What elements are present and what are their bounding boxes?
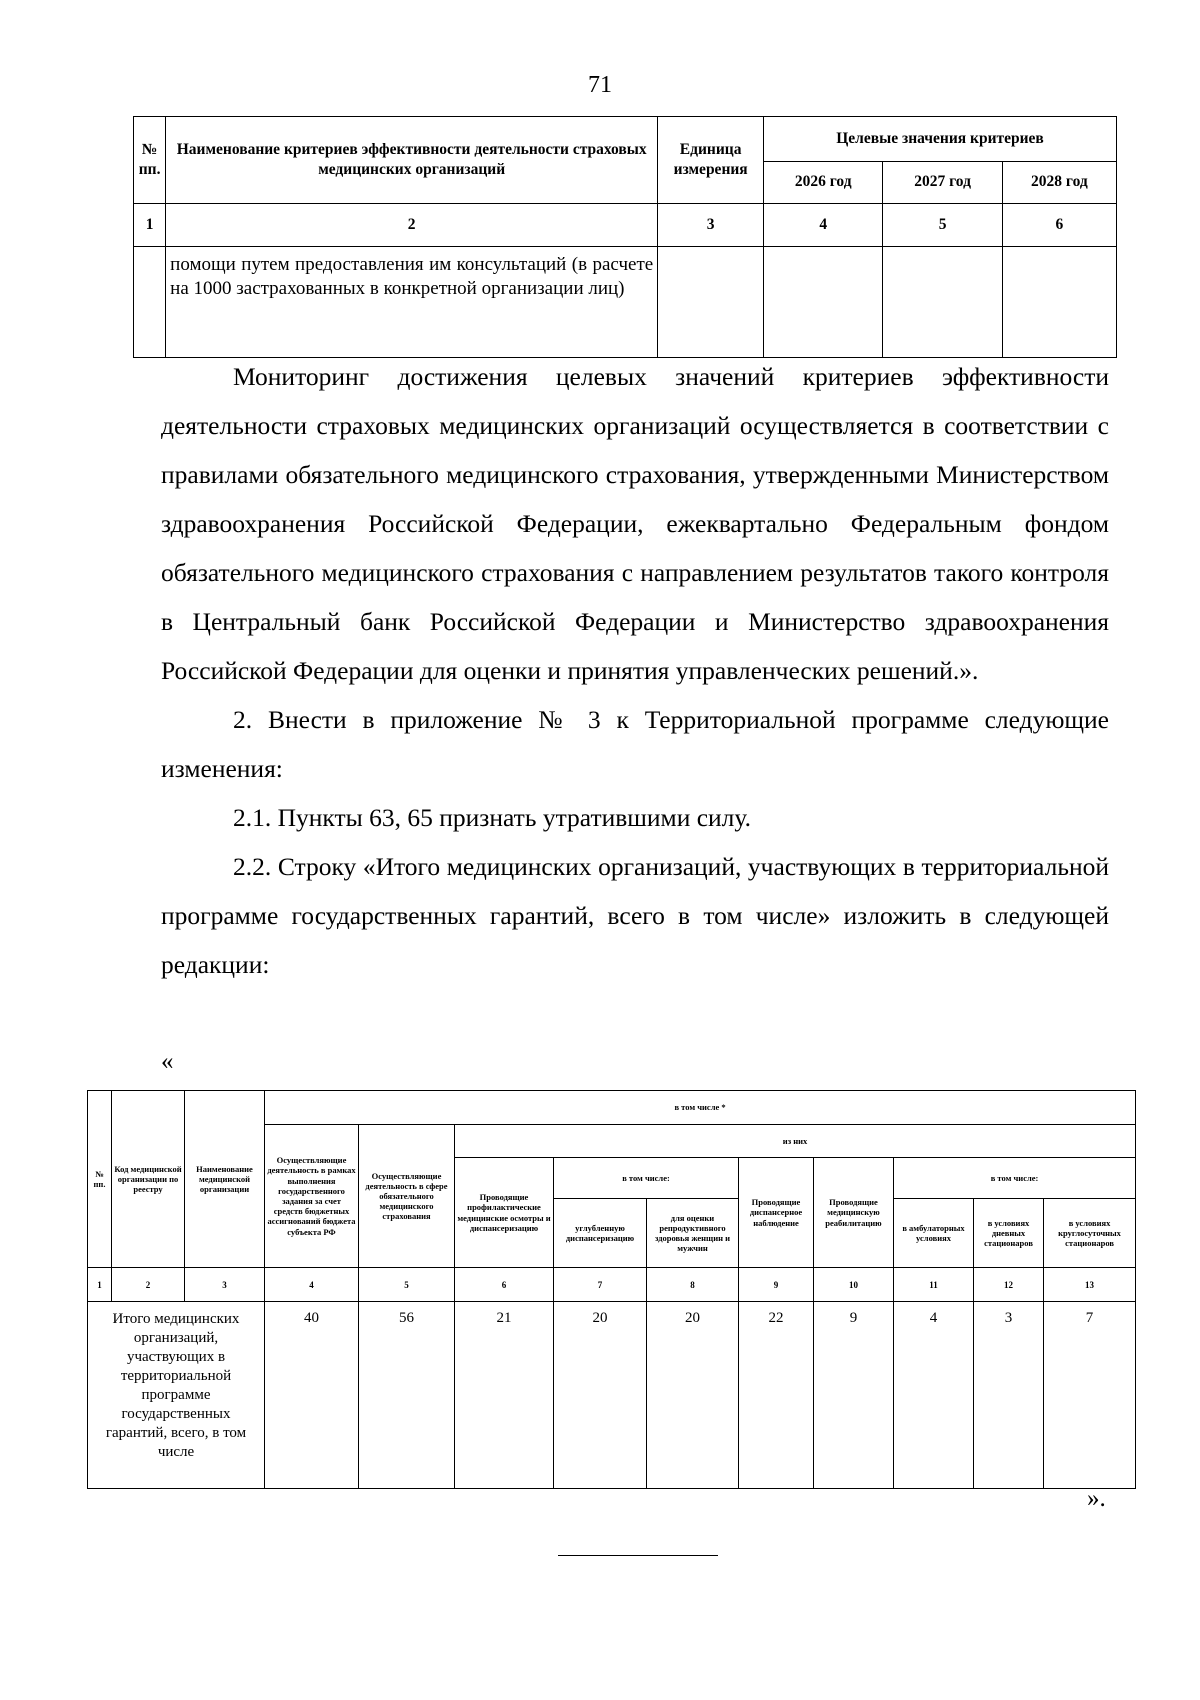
- t2-col-number: 7: [554, 1268, 647, 1302]
- t2-col-number: 6: [455, 1268, 554, 1302]
- t1-col-number: 1: [134, 204, 166, 247]
- t2-header-rf-subject: Осуществляющие деятельность в рамках выполнения государственного задания за счет средств бюджетных ассигнований бюджета субъекта РФ: [265, 1125, 359, 1268]
- t2-col-number: 9: [739, 1268, 814, 1302]
- t2-header-in-depth: углубленную диспансеризацию: [554, 1199, 647, 1268]
- t1-header-targets: Целевые значения критериев: [764, 117, 1117, 162]
- t1-col-number: 5: [883, 204, 1002, 247]
- organizations-table: [87, 1090, 1136, 1489]
- t2-col-number: 5: [359, 1268, 455, 1302]
- paragraph-item-2: 2. Внести в приложение № 3 к Территориальной программе следующие изменения:: [161, 705, 1109, 783]
- open-quote: «: [161, 1048, 174, 1075]
- t1-row-2026: [764, 247, 883, 358]
- t1-row-text: помощи путем предоставления им консультаций (в расчете на 1000 застрахованных в конкретной организации лиц): [166, 247, 658, 358]
- t2-total-row: [88, 1302, 1136, 1489]
- t1-row: [134, 247, 1117, 358]
- t2-col-number: 10: [814, 1268, 894, 1302]
- t2-header-rehab-incl: в том числе:: [894, 1158, 1136, 1199]
- t1-row-unit: [658, 247, 764, 358]
- t2-header-reproductive: для оценки репродуктивного здоровья женщин и мужчин: [647, 1199, 739, 1268]
- t1-header-name: Наименование критериев эффективности деятельности страховых медицинских организаций: [166, 117, 658, 204]
- t2-col-number: 12: [974, 1268, 1044, 1302]
- t2-total-value: 9: [814, 1302, 894, 1489]
- t2-col-number: 11: [894, 1268, 974, 1302]
- t2-header-prophylactic: Проводящие профилактические медицинские осмотры и диспансеризацию: [455, 1158, 554, 1268]
- t2-total-value: 7: [1044, 1302, 1136, 1489]
- criteria-table: [133, 116, 1117, 358]
- t2-header-name: Наименование медицинской организации: [185, 1091, 265, 1268]
- t1-header-num: № пп.: [134, 117, 166, 204]
- t2-total-value: 3: [974, 1302, 1044, 1489]
- t2-total-value: 21: [455, 1302, 554, 1489]
- t2-header-num: № пп.: [88, 1091, 112, 1268]
- t1-col-number: 3: [658, 204, 764, 247]
- t2-header-rehab: Проводящие медицинскую реабилитацию: [814, 1158, 894, 1268]
- paragraph-item-2-2: 2.2. Строку «Итого медицинских организаций, участвующих в территориальной программе государственных гарантий, всего в том числе» изложить в следующей редакции:: [161, 852, 1109, 979]
- t2-header-ambulatory: в амбулаторных условиях: [894, 1199, 974, 1268]
- t2-total-value: 40: [265, 1302, 359, 1489]
- footer-rule: [558, 1555, 718, 1556]
- t1-col-number: 4: [764, 204, 883, 247]
- t2-total-value: 22: [739, 1302, 814, 1489]
- t2-total-value: 20: [647, 1302, 739, 1489]
- t2-total-value: 20: [554, 1302, 647, 1489]
- t1-row-2028: [1002, 247, 1116, 358]
- t2-col-number: 13: [1044, 1268, 1136, 1302]
- t2-total-value: 4: [894, 1302, 974, 1489]
- t2-total-label: Итого медицинских организаций, участвующих в территориальной программе государственных гарантий, всего, в том числе: [88, 1302, 265, 1489]
- close-quote: ».: [1087, 1485, 1106, 1512]
- t2-header-code: Код медицинской организации по реестру: [112, 1091, 185, 1268]
- t2-header-of-them: из них: [455, 1125, 1136, 1158]
- t1-header-unit: Единица измерения: [658, 117, 764, 204]
- t2-total-value: 56: [359, 1302, 455, 1489]
- t1-header-year-2028: 2028 год: [1002, 162, 1116, 204]
- t1-row-num: [134, 247, 166, 358]
- t2-header-oms: Осуществляющие деятельность в сфере обязательного медицинского страхования: [359, 1125, 455, 1268]
- t2-col-number: 2: [112, 1268, 185, 1302]
- t1-header-year-2027: 2027 год: [883, 162, 1002, 204]
- page-number: 71: [588, 72, 612, 98]
- t1-col-number: 2: [166, 204, 658, 247]
- paragraph-monitoring: Мониторинг достижения целевых значений критериев эффективности деятельности страховых медицинских организаций осуществляется в соответствии с правилами обязательного медицинского страхования, утвержденными Министерством здравоохранения Российской Федерации, ежеквартально Федеральным фондом обязательного медицинского страхования с направлением результатов такого контроля в Центральный банк Российской Федерации и Министерство здравоохранения Российской Федерации для оценки и принятия управленческих решений.».: [161, 362, 1109, 685]
- paragraph-item-2-1: 2.1. Пункты 63, 65 признать утратившими силу.: [233, 803, 751, 832]
- t2-col-number: 1: [88, 1268, 112, 1302]
- t2-header-round-clock: в условиях круглосуточных стационаров: [1044, 1199, 1136, 1268]
- t1-col-number: 6: [1002, 204, 1116, 247]
- t1-row-2027: [883, 247, 1002, 358]
- t2-col-number: 4: [265, 1268, 359, 1302]
- t2-header-including: в том числе *: [265, 1091, 1136, 1125]
- t2-col-number: 3: [185, 1268, 265, 1302]
- t2-header-day-hospital: в условиях дневных стационаров: [974, 1199, 1044, 1268]
- t2-header-prophylactic-incl: в том числе:: [554, 1158, 739, 1199]
- t1-header-year-2026: 2026 год: [764, 162, 883, 204]
- body-text: [161, 352, 1109, 989]
- t2-col-number: 8: [647, 1268, 739, 1302]
- t2-header-dispensary: Проводящие диспансерное наблюдение: [739, 1158, 814, 1268]
